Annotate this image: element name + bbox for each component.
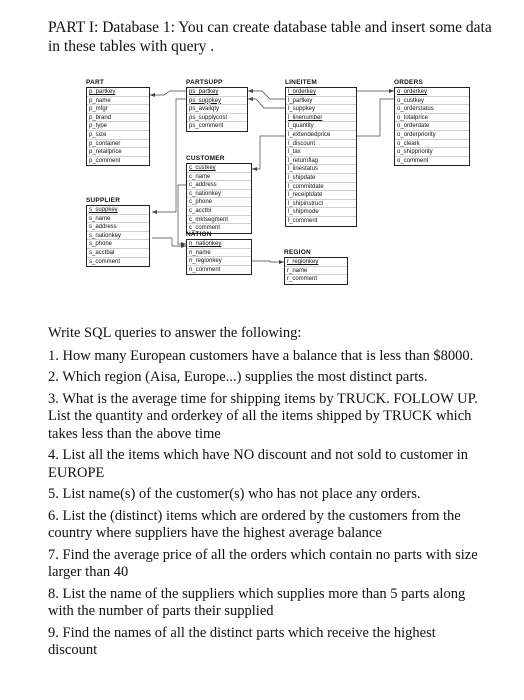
column-l-tax: l_tax [286, 148, 356, 157]
link-lineitem-partsupp-2 [248, 99, 285, 108]
column-o-orderdate: o_orderdate [395, 122, 469, 131]
column-l-quantity: l_quantity [286, 122, 356, 131]
table-columns [284, 257, 348, 285]
question-item: 9. Find the names of all the distinct parts which receive the highest discount [48, 624, 436, 658]
column-s-suppkey: s_suppkey [87, 206, 149, 215]
table-nation [186, 230, 252, 275]
link-supplier-nation [152, 238, 186, 246]
column-l-receiptdate: l_receiptdate [286, 191, 356, 200]
column-l-shipdate: l_shipdate [286, 174, 356, 183]
table-name: SUPPLIER [86, 197, 121, 204]
column-l-extendedprice: l_extendedprice [286, 131, 356, 140]
column-l-linestatus: l_linestatus [286, 165, 356, 174]
link-partsupp-part [150, 91, 186, 95]
column-l-comment: l_comment [288, 217, 318, 224]
column-l-commitdate: l_commitdate [286, 183, 356, 192]
table-orders [394, 78, 470, 166]
table-part [86, 78, 150, 166]
table-columns [186, 163, 252, 234]
column-p-mfgr: p_mfgr [87, 105, 149, 114]
column-p-retailprice: p_retailprice [87, 148, 149, 157]
table-name: CUSTOMER [186, 155, 225, 162]
table-region [284, 248, 348, 285]
question-item: 2. Which region (Aisa, Europe...) supplies the most distinct parts. [48, 369, 428, 385]
question-item: 1. How many European customers have a balance that is less than $8000. [48, 347, 474, 364]
column-s-phone: s_phone [87, 240, 149, 249]
column-s-acctbal: s_acctbal [87, 249, 149, 258]
question-item: 5. List name(s) of the customer(s) who has not place any orders. [48, 486, 421, 502]
column-p-size: p_size [87, 131, 149, 140]
table-columns [285, 87, 357, 227]
table-name: PARTSUPP [186, 79, 223, 86]
column-p-partkey: p_partkey [87, 88, 149, 97]
table-columns [186, 239, 252, 275]
column-r-regionkey: r_regionkey [285, 258, 347, 267]
question-item: 6. List the (distinct) items which are ordered by the customers from the country where suppliers have the highest average balance [48, 507, 461, 541]
table-name: REGION [284, 249, 311, 256]
column-o-comment: o_comment [397, 157, 429, 164]
column-n-nationkey: n_nationkey [187, 240, 251, 249]
table-customer [186, 154, 252, 234]
column-o-totalprice: o_totalprice [395, 114, 469, 123]
column-o-orderpriority: o_orderpriority [395, 131, 469, 140]
table-name: PART [86, 79, 105, 86]
column-l-returnflag: l_returnflag [286, 157, 356, 166]
column-c-mktsegment: c_mktsegment [187, 216, 251, 225]
table-lineitem [285, 78, 357, 227]
question-item: 7. Find the average price of all the orders which contain no parts with size larger than 40 [48, 546, 478, 580]
questions-header: Write SQL queries to answer the following: [48, 325, 302, 341]
column-c-nationkey: c_nationkey [187, 190, 251, 199]
question-item: 3. What is the average time for shipping items by TRUCK. FOLLOW UP. List the quantity and orderkey of all the items shipped by TRUCK which takes less than the above time [48, 390, 478, 442]
link-partsupp-supplier [152, 99, 186, 212]
column-ps-comment: ps_comment [189, 123, 224, 130]
table-columns [86, 87, 150, 166]
arrow-part [150, 93, 155, 97]
column-r-name: r_name [285, 267, 347, 276]
column-l-shipmode: l_shipmode [286, 208, 356, 217]
questions-section [48, 325, 488, 664]
column-c-phone: c_phone [187, 198, 251, 207]
column-n-name: n_name [187, 249, 251, 258]
arrow-customer [252, 167, 257, 171]
table-columns [86, 205, 150, 267]
column-ps-partkey: ps_partkey [187, 88, 247, 97]
column-l-linenumber: l_linenumber [286, 114, 356, 123]
column-ps-supplycost: ps_supplycost [187, 114, 247, 123]
column-c-comment: c_comment [189, 225, 221, 232]
arrow-partsupp [248, 89, 253, 93]
column-o-orderstatus: o_orderstatus [395, 105, 469, 114]
link-lineitem-partsupp [248, 91, 285, 99]
table-name: ORDERS [394, 79, 424, 86]
column-s-name: s_name [87, 215, 149, 224]
link-customer-nation [178, 185, 186, 244]
column-s-address: s_address [87, 223, 149, 232]
column-n-regionkey: n_regionkey [187, 257, 251, 266]
table-name: LINEITEM [285, 79, 317, 86]
column-l-discount: l_discount [286, 140, 356, 149]
schema-diagram [80, 72, 484, 322]
question-item: 8. List the name of the suppliers which supplies more than 5 parts along with the number of parts their supplied [48, 585, 466, 619]
column-r-comment: r_comment [287, 276, 318, 283]
column-s-nationkey: s_nationkey [87, 232, 149, 241]
intro-text: PART I: Database 1: You can create database table and insert some data in these tables with query . [48, 19, 492, 55]
column-l-orderkey: l_orderkey [286, 88, 356, 97]
table-columns [394, 87, 470, 166]
question-item: 4. List all the items which have NO discount and not sold to customer in EUROPE [48, 447, 469, 481]
arrow-partsupp-2 [248, 97, 253, 101]
arrow-supplier [152, 210, 157, 214]
column-c-name: c_name [187, 173, 251, 182]
table-supplier [86, 196, 150, 267]
column-c-acctbl: c_acctbl [187, 207, 251, 216]
column-o-cleark: o_cleark [395, 140, 469, 149]
column-p-container: p_container [87, 140, 149, 149]
column-c-custkey: c_custkey [187, 164, 251, 173]
table-columns [186, 87, 248, 132]
column-o-shippriority: o_shippriority [395, 148, 469, 157]
column-p-type: p_type [87, 122, 149, 131]
column-ps-availqty: ps_availqty [187, 105, 247, 114]
column-l-partkey: l_partkey [286, 97, 356, 106]
column-c-address: c_address [187, 181, 251, 190]
column-p-comment: p_comment [89, 157, 121, 164]
column-o-custkey: o_custkey [395, 97, 469, 106]
column-s-comment: s_comment [89, 258, 121, 265]
column-ps-suppkey: ps_suppkey [187, 97, 247, 106]
column-o-orderkey: o_orderkey [395, 88, 469, 97]
column-p-name: p_name [87, 97, 149, 106]
table-partsupp [186, 78, 248, 132]
column-n-comment: n_comment [189, 266, 221, 273]
table-name: NATION [186, 231, 212, 238]
column-l-shipinstruct: l_shipinstruct [286, 200, 356, 209]
column-l-suppkey: l_suppkey [286, 105, 356, 114]
column-p-brand: p_brand [87, 114, 149, 123]
